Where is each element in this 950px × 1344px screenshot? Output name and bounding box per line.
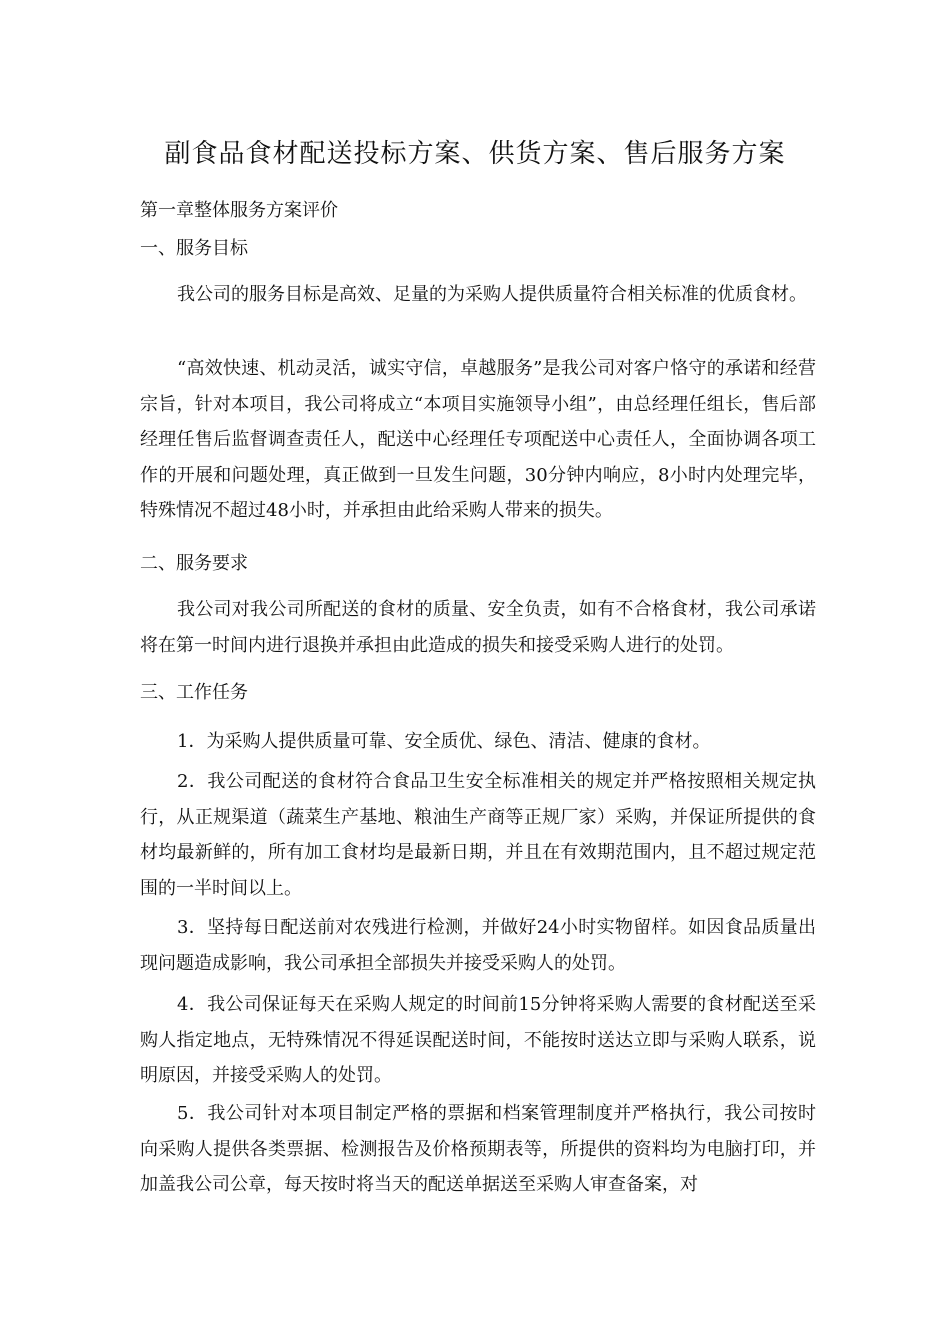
paragraph-service-goal-2: “高效快速、机动灵活，诚实守信，卓越服务”是我公司对客户恪守的承诺和经营宗旨，针对本项目，我公司将成立“本项目实施领导小组”，由总经理任组长，售后部经理任售后监督调查责任人，配送中心经理任专项配送中心责任人，全面协调各项工作的开展和问题处理，真正做到一旦发生问题，30分钟内响应，8小时内处理完毕，特殊情况不超过48小时，并承担由此给采购人带来的损失。: [140, 358, 816, 521]
section-heading-service-goal: 一、服务目标: [140, 238, 248, 259]
list-item-task-3: 3．坚持每日配送前对农残进行检测，并做好24小时实物留样。如因食品质量出现问题造成影响，我公司承担全部损失并接受采购人的处罚。: [140, 917, 816, 974]
section-heading-work-tasks: 三、工作任务: [140, 682, 248, 703]
chapter-heading: 第一章整体服务方案评价: [140, 200, 338, 221]
list-item-task-2: 2．我公司配送的食材符合食品卫生安全标准相关的规定并严格按照相关规定执行，从正规渠道（蔬菜生产基地、粮油生产商等正规厂家）采购，并保证所提供的食材均最新鲜的，所有加工食材均是最新日期，并且在有效期范围内，且不超过规定范围的一半时间以上。: [140, 771, 816, 899]
list-item-task-4: 4．我公司保证每天在采购人规定的时间前15分钟将采购人需要的食材配送至采购人指定地点，无特殊情况不得延误配送时间，不能按时送达立即与采购人联系，说明原因，并接受采购人的处罚。: [140, 994, 816, 1086]
paragraph-service-requirements-1: 我公司对我公司所配送的食材的质量、安全负责，如有不合格食材，我公司承诺将在第一时间内进行退换并承担由此造成的损失和接受采购人进行的处罚。: [140, 599, 816, 656]
section-heading-service-requirements: 二、服务要求: [140, 553, 248, 574]
document-title: 副食品食材配送投标方案、供货方案、售后服务方案: [164, 139, 786, 169]
paragraph-service-goal-1: 我公司的服务目标是高效、足量的为采购人提供质量符合相关标准的优质食材。: [177, 284, 807, 305]
list-item-task-5: 5．我公司针对本项目制定严格的票据和档案管理制度并严格执行，我公司按时向采购人提供各类票据、检测报告及价格预期表等，所提供的资料均为电脑打印，并加盖我公司公章，每天按时将当天的配送单据送至采购人审查备案，对: [140, 1103, 816, 1195]
list-item-task-1: 1．为采购人提供质量可靠、安全质优、绿色、清洁、健康的食材。: [177, 731, 711, 752]
